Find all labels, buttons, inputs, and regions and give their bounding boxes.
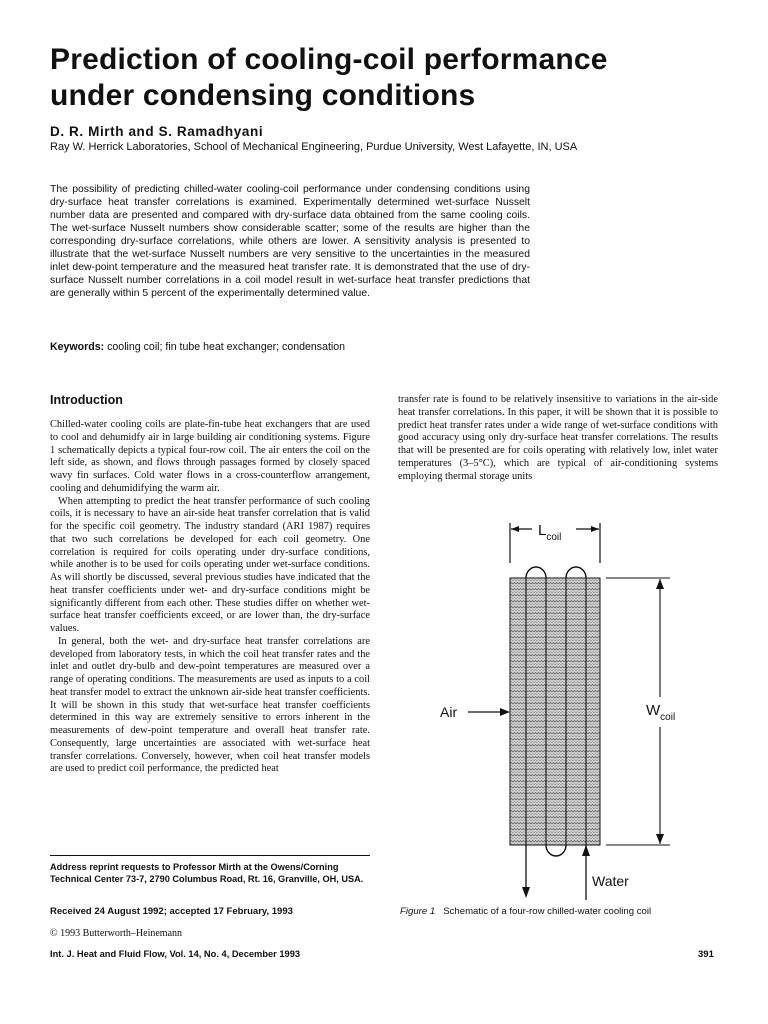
copyright-line: © 1993 Butterworth–Heinemann	[50, 928, 183, 939]
wcoil-bottom-arrowhead	[656, 834, 664, 844]
footnote-rule	[50, 855, 370, 856]
title-line-1: Prediction of cooling-coil performance	[50, 43, 608, 76]
keywords-text: cooling coil; fin tube heat exchanger; condensation	[104, 341, 346, 353]
keywords	[50, 341, 570, 353]
intro-paragraph-3: In general, both the wet- and dry-surface heat transfer correlations are developed from laboratory tests, in which the coil heat transfer rates and the inlet and outlet dry-bulb and dew-point temperatures are measured over a range of operating conditions. The measurements are used as inputs to a coil heat transfer model to extract the unknown air-side heat transfer coefficients. It will be shown in this study that wet-surface heat transfer coefficients determined in this way are extremely sensitive to errors inherent in the measurements of dew-point temperature and overall heat transfer rate. Consequently, large uncertainties are associated with wet-surface heat transfer correlations. Conversely, however, when coil heat transfer models are used to predict coil performance, the predicted heat	[50, 635, 370, 775]
left-column-body	[50, 419, 370, 776]
water-outlet-arrowhead	[522, 887, 530, 898]
page-number: 391	[698, 949, 714, 960]
affiliation: Ray W. Herrick Laboratories, School of Mechanical Engineering, Purdue University, West Lafayette, IN, USA	[50, 141, 578, 153]
figure-1	[420, 515, 720, 905]
received-dates: Received 24 August 1992; accepted 17 February, 1993	[50, 906, 293, 917]
coil-schematic	[420, 515, 720, 905]
air-arrowhead	[500, 708, 510, 716]
keywords-label: Keywords:	[50, 341, 105, 353]
lcoil-left-arrowhead	[511, 526, 519, 532]
abstract: The possibility of predicting chilled-water cooling-coil performance under condensing conditions using dry-surface heat transfer correlations is examined. Experimentally determined wet-surface Nusselt number data are presented and compared with dry-surface data obtained from the same cooling coils. The wet-surface Nusselt numbers show considerable scatter; some of the results are higher than the corresponding dry-surface correlations, while others are lower. A sensitivity analysis is presented to illustrate that the wet-surface Nusselt numbers are very sensitive to the uncertainties in the measured inlet dew-point temperature and the measured heat transfer rate. It is demonstrated that the use of dry-surface Nusselt number correlations in a coil model result in wet-surface heat transfer predictions that are generally within 5 percent of the experimentally determined value.	[50, 184, 530, 300]
figure-caption-label: Figure 1	[400, 906, 436, 917]
reprint-footnote: Address reprint requests to Professor Mirth at the Owens/Corning Technical Center 73-7, 2790 Columbus Road, Rt. 16, Granville, OH, USA.	[50, 862, 364, 884]
return-bend-3	[546, 845, 566, 856]
intro-paragraph-continued: transfer rate is found to be relatively insensitive to variations in the air-side heat transfer correlations. In this paper, it will be shown that it is possible to predict heat transfer rates under a wide range of wet-surface conditions with good accuracy using only dry-surface heat transfer correlations. The results that will be presented are for coils operating with relatively low, inlet water temperatures (3–5°C), which are typical of air-conditioning systems employing thermal storage units	[398, 394, 718, 482]
return-bend-2	[566, 567, 586, 578]
return-bend-1	[526, 567, 546, 578]
air-label: Air	[440, 704, 458, 720]
title-line-2: under condensing conditions	[50, 79, 476, 112]
lcoil-right-arrowhead	[591, 526, 599, 532]
wcoil-label: $W_{coil}$	[646, 702, 676, 723]
right-column-body	[398, 394, 718, 483]
water-label: Water	[592, 873, 629, 889]
journal-citation: Int. J. Heat and Fluid Flow, Vol. 14, No. 4, December 1993	[50, 949, 301, 959]
section-heading-introduction: Introduction	[50, 393, 123, 407]
lcoil-label: $L_{coil}$	[538, 522, 562, 543]
intro-paragraph-1: Chilled-water cooling coils are plate-fin-tube heat exchangers that are used to cool and dehumidfy air in large building air conditioning systems. Figure 1 schematically depicts a typical four-row coil. The air enters the coil on the left side, as shown, and flows through passages formed by closely spaced wavy fin surfaces. Cold water flows in a cross-counterflow arrangement, cooling and dehumidifying the warm air.	[50, 419, 370, 494]
figure-caption-text: Schematic of a four-row chilled-water cooling coil	[443, 906, 652, 917]
water-inlet-arrowhead	[582, 845, 590, 856]
paper-title	[50, 42, 740, 114]
figure-caption	[400, 906, 651, 917]
intro-paragraph-2: When attempting to predict the heat transfer performance of such cooling coils, it is necessary to have an air-side heat transfer correlation that is valid for the specific coil geometry. The industry standard (ARI 1987) requires that two such correlations be developed for each coil geometry. One correlation is required for coils operating under dry-surface conditions, while another is to be used for coils operating under wet-surface conditions. As will shortly be discussed, several previous studies have indicated that the heat transfer coefficients under wet- and dry-surface conditions might be significantly different from each other. These studies differ on whether wet-surface heat transfer coefficients exceed, or are lower than, the dry-surface values.	[50, 495, 370, 634]
wcoil-top-arrowhead	[656, 579, 664, 589]
authors: D. R. Mirth and S. Ramadhyani	[50, 124, 264, 139]
